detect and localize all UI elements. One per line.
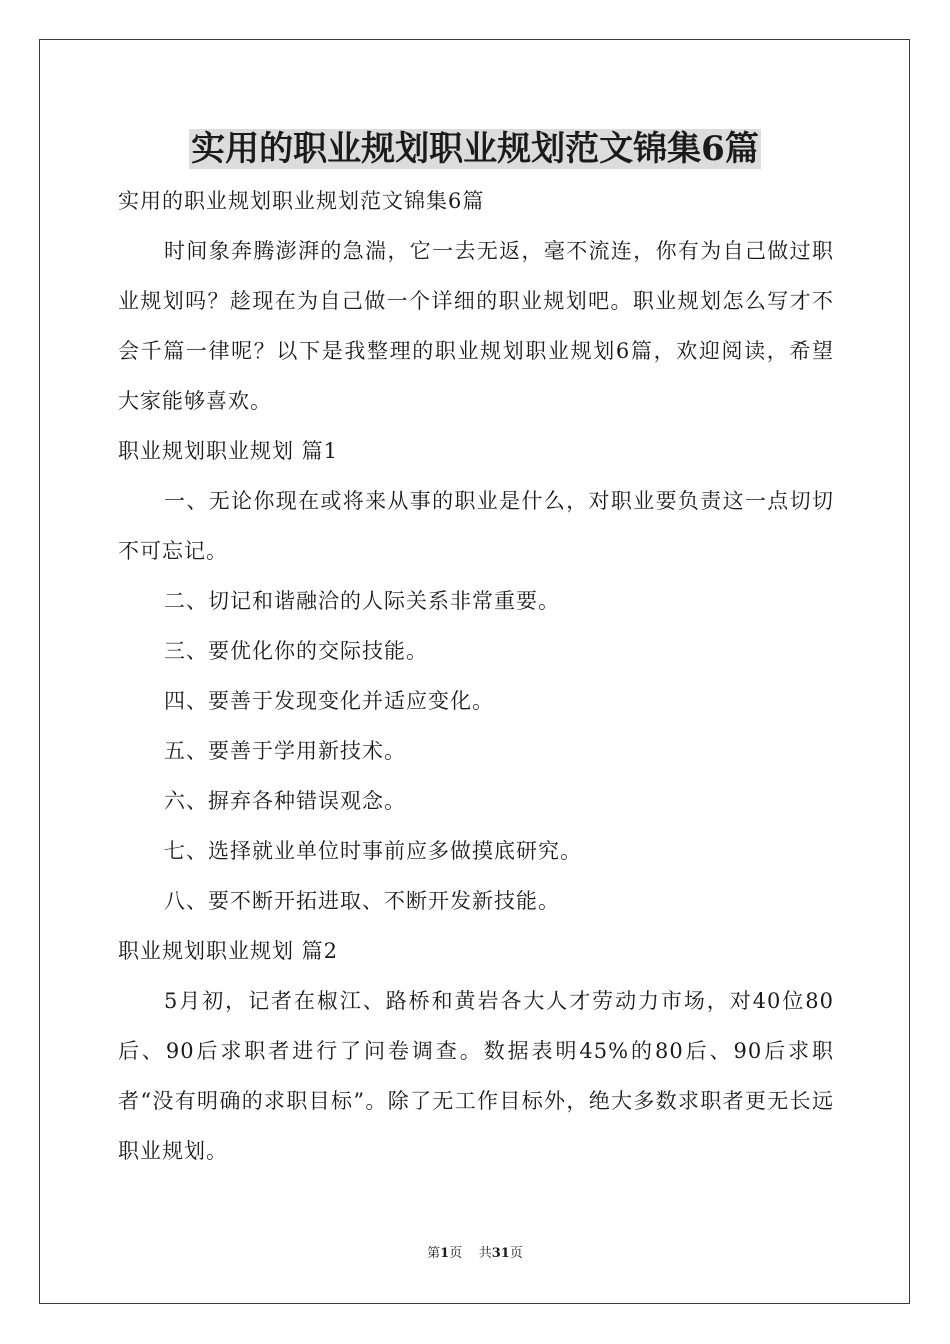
paragraph-subtitle: 实用的职业规划职业规划范文锦集6篇: [118, 189, 485, 213]
list-item: 七、选择就业单位时事前应多做摸底研究。: [164, 839, 582, 863]
document-body: [118, 176, 834, 1176]
page-total: 共31页: [478, 1246, 523, 1261]
list-item: 五、要善于学用新技术。: [164, 739, 406, 763]
list-item: 三、要优化你的交际技能。: [164, 639, 428, 663]
list-item: 二、切记和谐融洽的人际关系非常重要。: [164, 589, 560, 613]
document-title: [0, 124, 950, 174]
document-title-text: 实用的职业规划职业规划范文锦集6篇: [191, 129, 759, 169]
list-item: 一、无论你现在或将来从事的职业是什么，对职业要负责这一点切切不可忘记。: [118, 489, 834, 563]
page-number: 第1页: [427, 1246, 463, 1261]
paragraph-survey: 5月初，记者在椒江、路桥和黄岩各大人才劳动力市场，对40位80后、90后求职者进行了问卷调查。数据表明45%的80后、90后求职者“没有明确的求职目标”。除了无工作目标外，绝大多数求职者更无长远职业规划。: [118, 989, 834, 1163]
list-item: 四、要善于发现变化并适应变化。: [164, 689, 494, 713]
page-footer: [0, 1244, 950, 1264]
paragraph-intro: 时间象奔腾澎湃的急湍，它一去无返，毫不流连，你有为自己做过职业规划吗？趁现在为自己做一个详细的职业规划吧。职业规划怎么写才不会千篇一律呢？以下是我整理的职业规划职业规划6篇，欢迎阅读，希望大家能够喜欢。: [118, 239, 834, 413]
section-heading-1: 职业规划职业规划 篇1: [118, 439, 339, 463]
section-heading-2: 职业规划职业规划 篇2: [118, 939, 339, 963]
list-item: 八、要不断开拓进取、不断开发新技能。: [164, 889, 560, 913]
list-item: 六、摒弃各种错误观念。: [164, 789, 406, 813]
